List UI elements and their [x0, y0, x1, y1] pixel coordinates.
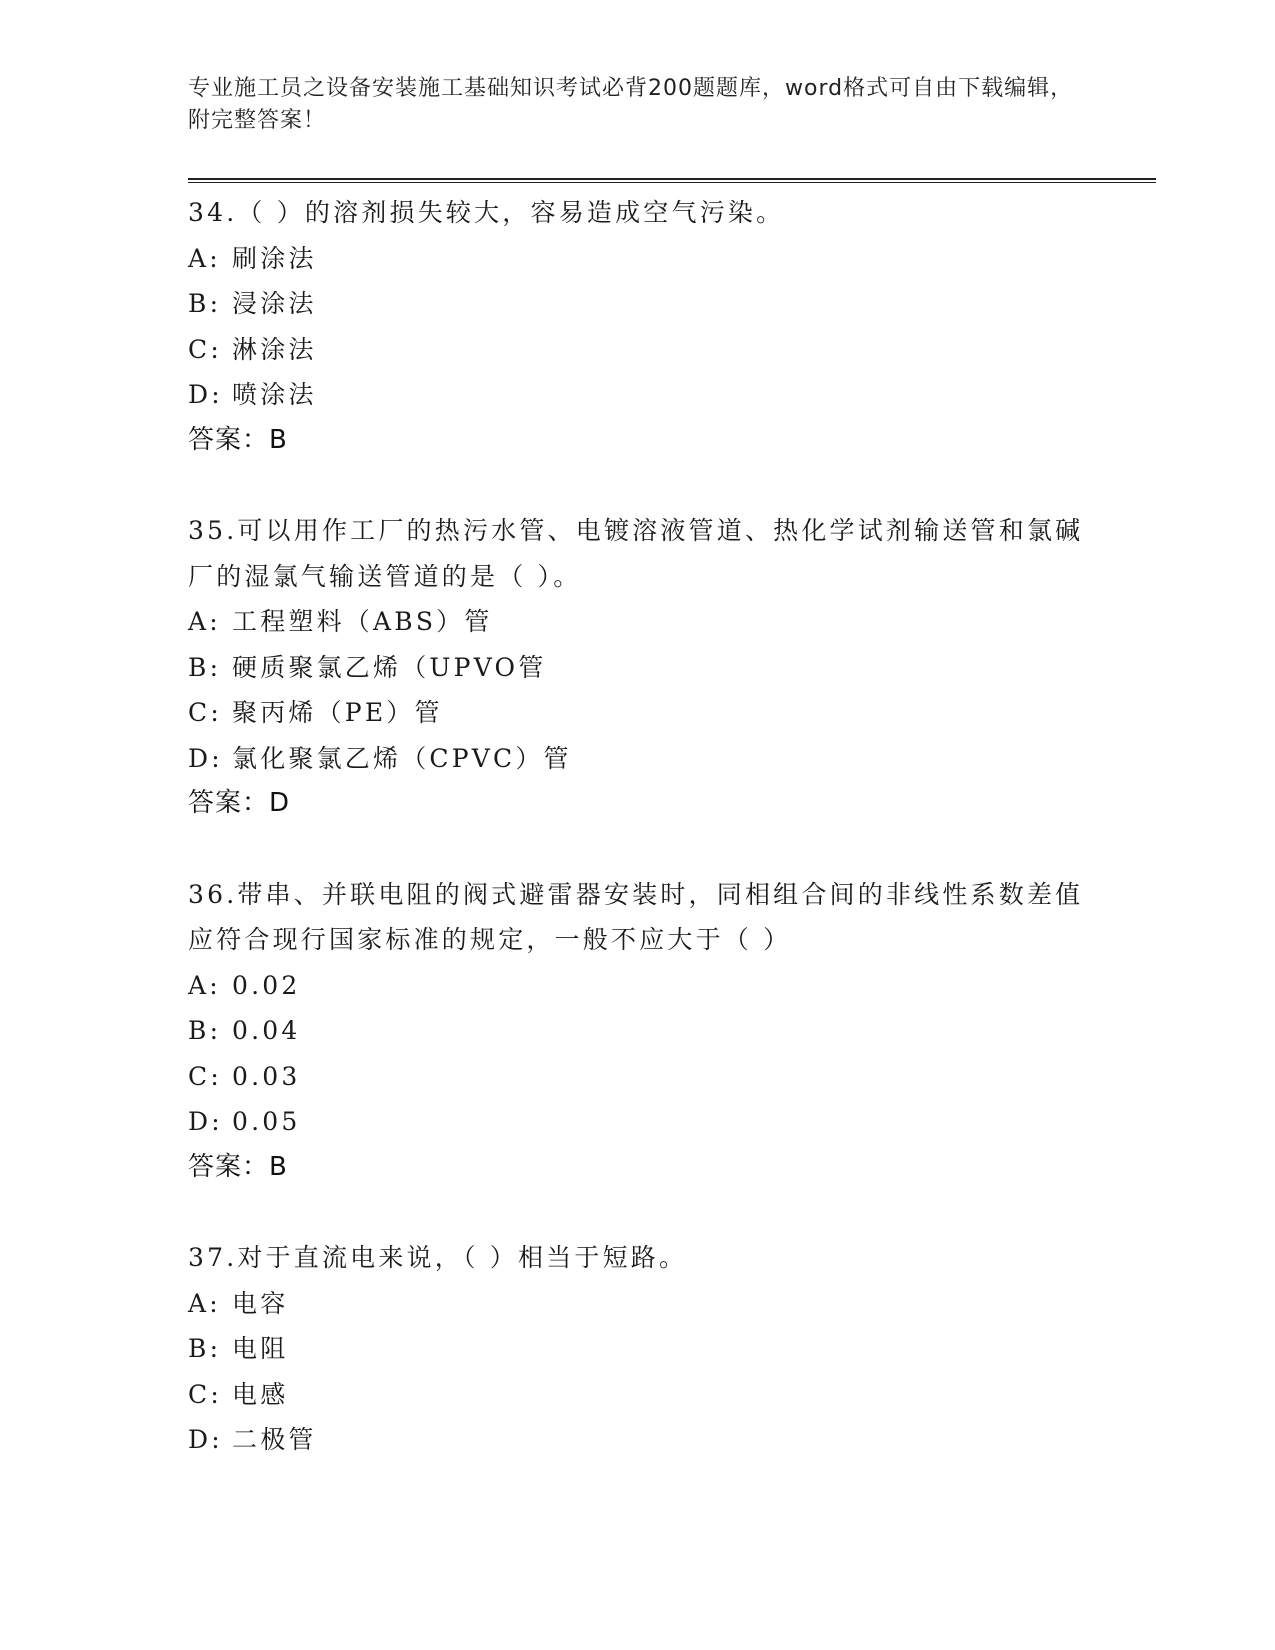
option-d	[188, 736, 1088, 782]
option-letter: C:	[188, 334, 222, 364]
question-list	[188, 190, 1088, 1463]
option-letter: A:	[188, 607, 221, 636]
option-letter: B:	[188, 1016, 222, 1045]
option-text: 二极管	[232, 1425, 317, 1454]
question-34	[188, 190, 1088, 418]
question-37	[188, 1235, 1088, 1463]
option-text: 浸涂法	[232, 289, 317, 318]
option-text: 喷涂法	[232, 380, 317, 409]
option-b	[188, 645, 1088, 691]
option-a	[188, 1281, 1088, 1327]
answer-34: 答案：B	[188, 424, 288, 455]
option-a	[188, 236, 1088, 282]
option-letter: B:	[188, 289, 222, 318]
option-text: 0.04	[232, 1016, 301, 1045]
option-letter: C:	[188, 1379, 222, 1409]
question-36	[188, 872, 1088, 1145]
header-divider-thick	[188, 178, 1156, 180]
option-text: 刷涂法	[232, 243, 317, 273]
option-text: 电容	[232, 1288, 289, 1318]
question-35	[188, 508, 1088, 781]
option-text: 0.05	[232, 1107, 301, 1136]
option-d	[188, 372, 1088, 418]
option-letter: B:	[188, 1334, 222, 1363]
option-text: 淋涂法	[232, 334, 317, 364]
option-letter: B:	[188, 652, 222, 682]
question-text: 34.（ ）的溶剂损失较大，容易造成空气污染。	[188, 198, 785, 227]
answer-35: 答案：D	[188, 788, 291, 818]
option-letter: C:	[188, 698, 222, 727]
option-letter: A:	[188, 970, 221, 1000]
option-letter: D:	[188, 1425, 223, 1454]
option-a	[188, 599, 1088, 645]
header-divider-thin	[188, 182, 1156, 183]
option-letter: D:	[188, 743, 223, 773]
option-c	[188, 690, 1088, 736]
option-text: 0.02	[232, 970, 301, 1000]
option-d	[188, 1417, 1088, 1463]
answer-36: 答案：B	[188, 1151, 288, 1182]
option-a	[188, 963, 1088, 1009]
option-text: 电阻	[232, 1334, 289, 1363]
option-d	[188, 1099, 1088, 1145]
question-text: 36.带串、并联电阻的阀式避雷器安装时，同相组合间的非线性系数差值应符合现行国家标准的规定，一般不应大于（ ）	[188, 879, 1084, 954]
option-text: 聚丙烯（PE）管	[232, 698, 443, 727]
option-text: 0.03	[232, 1061, 301, 1091]
option-b	[188, 281, 1088, 327]
option-b	[188, 1008, 1088, 1054]
question-text: 37.对于直流电来说，（ ）相当于短路。	[188, 1243, 688, 1272]
option-text: 电感	[232, 1379, 289, 1409]
document-header: 专业施工员之设备安装施工基础知识考试必背200题题库，word格式可自由下载编辑，附完整答案！	[188, 76, 1074, 133]
option-text: 氯化聚氯乙烯（CPVC）管	[232, 743, 572, 773]
option-c	[188, 1372, 1088, 1418]
option-letter: A:	[188, 243, 221, 273]
option-letter: D:	[188, 380, 223, 409]
option-letter: D:	[188, 1107, 223, 1136]
option-letter: A:	[188, 1288, 221, 1318]
option-c	[188, 327, 1088, 373]
option-text: 硬质聚氯乙烯（UPVO管	[232, 652, 547, 682]
option-b	[188, 1326, 1088, 1372]
option-text: 工程塑料（ABS）管	[232, 607, 493, 636]
option-c	[188, 1054, 1088, 1100]
question-text: 35.可以用作工厂的热污水管、电镀溶液管道、热化学试剂输送管和氯碱厂的湿氯气输送管道的是（ ）。	[188, 516, 1084, 591]
option-letter: C:	[188, 1061, 222, 1091]
